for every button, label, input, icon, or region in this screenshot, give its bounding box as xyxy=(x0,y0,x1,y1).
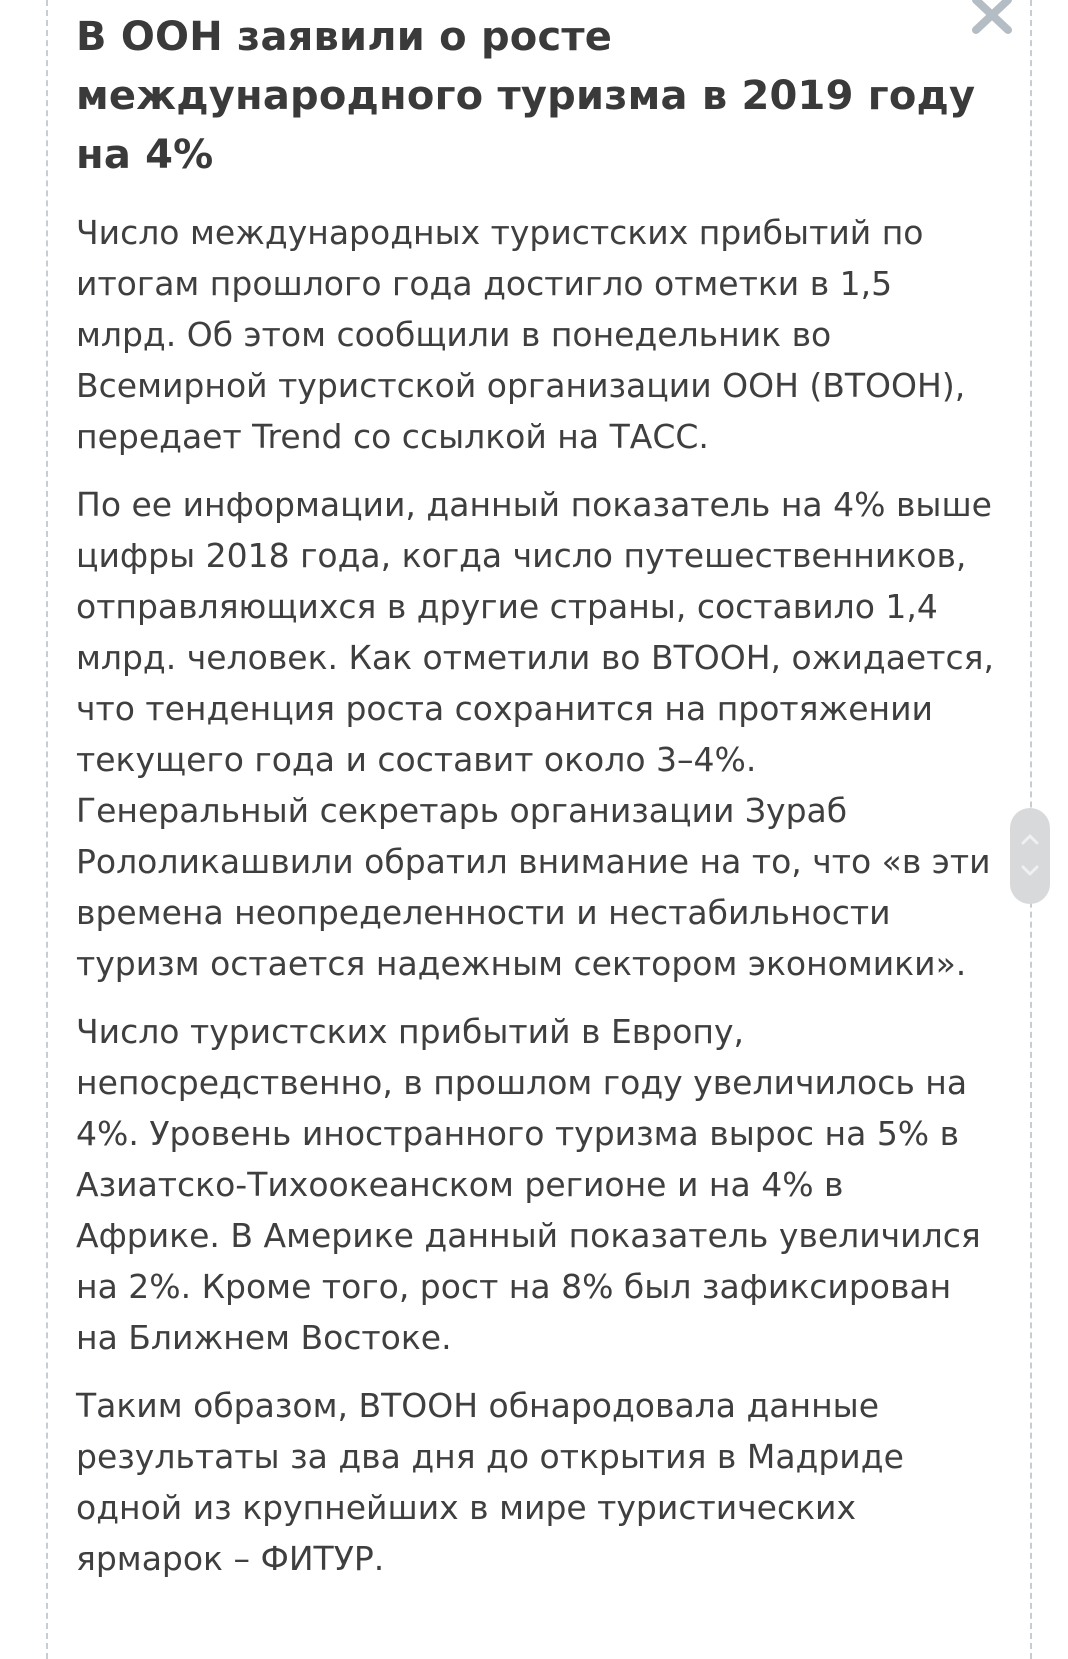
article-title: В ООН заявили о росте международного туризма в 2019 году на 4% xyxy=(76,14,976,178)
article-paragraph: Число туристских прибытий в Европу, непосредственно, в прошлом году увеличилось на 4%. Уровень иностранного туризма вырос на 5% в Азиатско-Тихоокеанском регионе и на 4% в Африке. В Америке данный показатель увеличился на 2%. Кроме того, рост на 8% был зафиксирован на Ближнем Востоке. xyxy=(76,1012,981,1357)
scroll-navigator[interactable] xyxy=(1010,808,1050,904)
article-paragraph: Число международных туристских прибытий по итогам прошлого года достигло отметки в 1,5 млрд. Об этом сообщили в понедельник во Всемирной туристской организации ООН (ВТООН), передает Trend со ссылкой на ТАСС. xyxy=(76,213,966,456)
article-paragraph: По ее информации, данный показатель на 4% выше цифры 2018 года, когда число путешественников, отправляющихся в другие страны, составило 1,4 млрд. человек. Как отметили во ВТООН, ожидается, что тенденция роста сохранится на протяжении текущего года и составит около 3–4%. Генеральный секретарь организации Зураб Pололикашвили обратил внимание на то, что «в эти времена неопределенности и нестабильности туризм остается надежным сектором экономики». xyxy=(76,485,994,983)
frame-border-left xyxy=(46,0,48,1659)
article-paragraph: Таким образом, ВТООН обнародовала данные результаты за два дня до открытия в Мадриде одной из крупнейших в мире туристических ярмарок – ФИТУР. xyxy=(76,1386,904,1578)
article-body xyxy=(76,8,996,1601)
chevron-up-icon[interactable] xyxy=(1020,832,1040,846)
chevron-down-icon[interactable] xyxy=(1020,864,1040,878)
